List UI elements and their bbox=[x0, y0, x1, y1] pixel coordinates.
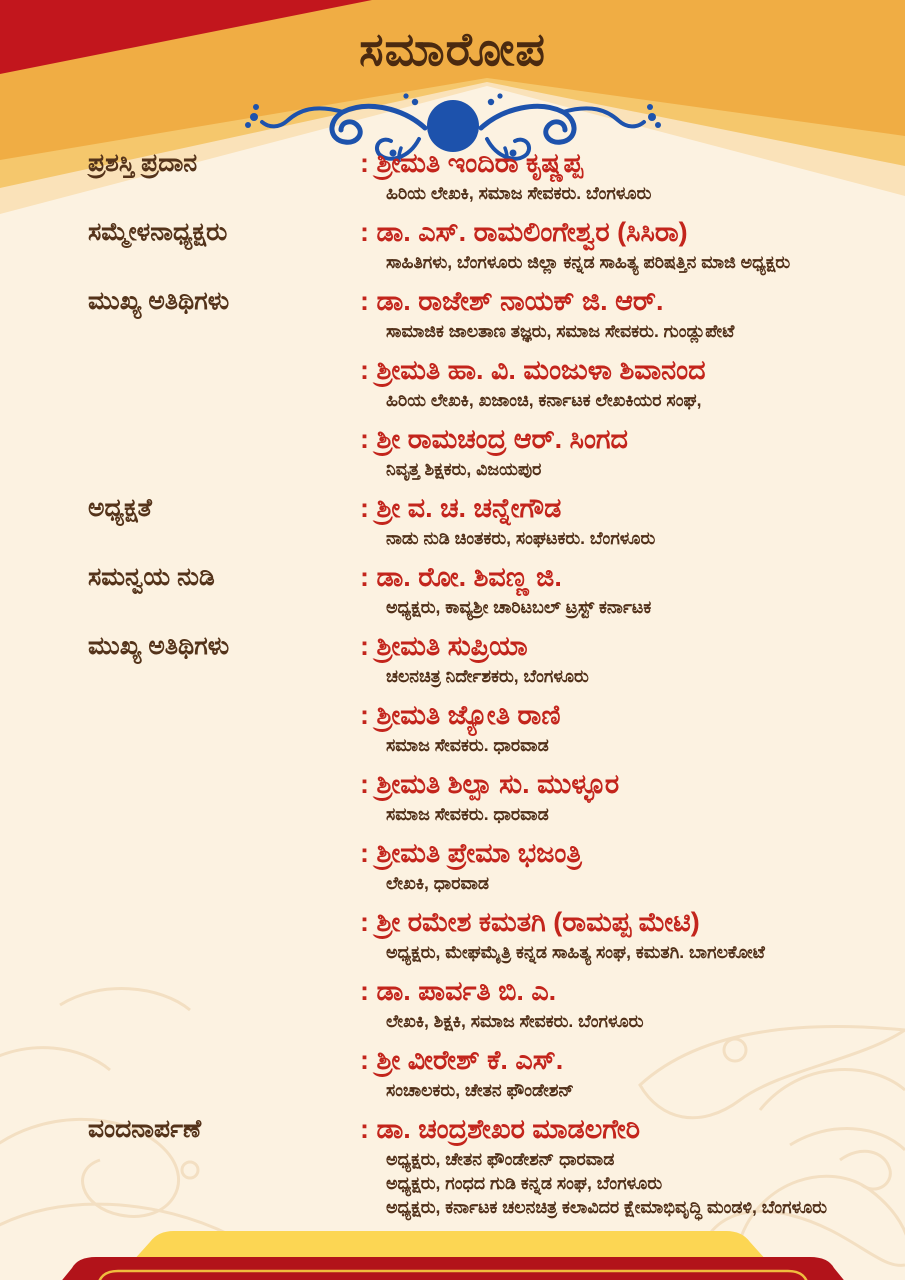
row-entry bbox=[360, 1042, 877, 1102]
table-row bbox=[88, 283, 877, 343]
table-row bbox=[88, 697, 877, 757]
row-entry bbox=[360, 628, 877, 688]
row-entry bbox=[360, 835, 877, 895]
row-entry bbox=[360, 490, 877, 550]
row-name: : ಶ್ರೀಮತಿ ಇಂದಿರಾ ಕೃಷ್ಣಪ್ಪ bbox=[360, 148, 583, 178]
row-label: ಮುಖ್ಯ ಅತಿಥಿಗಳು bbox=[88, 287, 230, 315]
table-row bbox=[88, 904, 877, 964]
row-subtitle: ಲೇಖಕಿ, ಧಾರವಾಡ bbox=[386, 873, 490, 893]
table-row bbox=[88, 421, 877, 481]
row-name: : ಡಾ. ಚಂದ್ರಶೇಖರ ಮಾಡಲಗೇರಿ bbox=[360, 1114, 640, 1144]
row-subtitle: ಸಂಚಾಲಕರು, ಚೇತನ ಫೌಂಡೇಶನ್ bbox=[386, 1080, 574, 1100]
row-subtitle: ನಾಡು ನುಡಿ ಚಿಂತಕರು, ಸಂಘಟಕರು. ಬೆಂಗಳೂರು bbox=[386, 528, 656, 548]
row-name: : ಡಾ. ಎಸ್. ರಾಮಲಿಂಗೇಶ್ವರ (ಸಿಸಿರಾ) bbox=[360, 217, 688, 247]
table-row bbox=[88, 214, 877, 274]
row-entry bbox=[360, 352, 877, 412]
bottom-red-banner bbox=[54, 1257, 852, 1280]
row-entry bbox=[360, 214, 877, 274]
row-name: : ಡಾ. ಪಾರ್ವತಿ ಬಿ. ಎ. bbox=[360, 976, 557, 1006]
row-entry bbox=[360, 904, 877, 964]
row-entry bbox=[360, 973, 877, 1033]
row-subtitle: ಸಾಹಿತಿಗಳು, ಬೆಂಗಳೂರು ಜಿಲ್ಲಾ ಕನ್ನಡ ಸಾಹಿತ್ಯ ಪರಿಷತ್ತಿನ ಮಾಜಿ ಅಧ್ಯಕ್ಷರು bbox=[386, 252, 791, 272]
row-label: ಸಮನ್ವಯ ನುಡಿ bbox=[88, 563, 215, 591]
row-entry bbox=[360, 766, 877, 826]
row-subtitle: ಹಿರಿಯ ಲೇಖಕಿ, ಸಮಾಜ ಸೇವಕರು. ಬೆಂಗಳೂರು bbox=[386, 183, 652, 203]
row-subtitle: ಅಧ್ಯಕ್ಷರು, ಚೇತನ ಫೌಂಡೇಶನ್ ಧಾರವಾಡ bbox=[386, 1149, 615, 1169]
row-name: : ಶ್ರೀ ವ. ಚ. ಚನ್ನೇಗೌಡ bbox=[360, 493, 562, 523]
row-name: : ಡಾ. ರೋ. ಶಿವಣ್ಣ ಜಿ. bbox=[360, 562, 562, 592]
table-row bbox=[88, 352, 877, 412]
program-list bbox=[88, 145, 877, 1228]
table-row bbox=[88, 490, 877, 550]
row-name: : ಶ್ರೀಮತಿ ಶಿಲ್ಪಾ ಸು. ಮುಳ್ಳೂರ bbox=[360, 769, 620, 799]
row-subtitle: ಚಲನಚಿತ್ರ ನಿರ್ದೇಶಕರು, ಬೆಂಗಳೂರು bbox=[386, 666, 589, 686]
table-row bbox=[88, 835, 877, 895]
row-subtitle: ಸಮಾಜ ಸೇವಕರು. ಧಾರವಾಡ bbox=[386, 804, 549, 824]
row-name: : ಶ್ರೀಮತಿ ಪ್ರೇಮಾ ಭಜಂತ್ರಿ bbox=[360, 838, 582, 868]
row-name: : ಶ್ರೀ ರಾಮಚಂದ್ರ ಆರ್. ಸಿಂಗದ bbox=[360, 424, 628, 454]
bottom-banner bbox=[0, 1228, 905, 1280]
row-name: : ಶ್ರೀಮತಿ ಸುಪ್ರಿಯಾ bbox=[360, 631, 528, 661]
row-entry bbox=[360, 421, 877, 481]
row-label: ಸಮ್ಮೇಳನಾಧ್ಯಕ್ಷರು bbox=[88, 218, 228, 246]
row-name: : ಶ್ರೀ ರಮೇಶ ಕಮತಗಿ (ರಾಮಪ್ಪ ಮೇಟಿ) bbox=[360, 907, 700, 937]
table-row bbox=[88, 1111, 877, 1219]
row-name: : ಶ್ರೀಮತಿ ಜ್ಯೋತಿ ರಾಣಿ bbox=[360, 700, 561, 730]
table-row bbox=[88, 628, 877, 688]
row-subtitle: ಅಧ್ಯಕ್ಷರು, ಮೇಘಮೈತ್ರಿ ಕನ್ನಡ ಸಾಹಿತ್ಯ ಸಂಘ, ಕಮತಗಿ. ಬಾಗಲಕೋಟೆ bbox=[386, 942, 765, 962]
row-name: : ಶ್ರೀ ವೀರೇಶ್ ಕೆ. ಎಸ್. bbox=[360, 1045, 564, 1075]
row-name: : ಶ್ರೀಮತಿ ಹಾ. ವಿ. ಮಂಜುಳಾ ಶಿವಾನಂದ bbox=[360, 355, 706, 385]
row-entry bbox=[360, 283, 877, 343]
row-subtitle: ನಿವೃತ್ತ ಶಿಕ್ಷಕರು, ವಿಜಯಪುರ bbox=[386, 459, 542, 479]
row-entry bbox=[360, 559, 877, 619]
row-subtitle: ಹಿರಿಯ ಲೇಖಕಿ, ಖಜಾಂಚಿ, ಕರ್ನಾಟಕ ಲೇಖಕಿಯರ ಸಂಘ, bbox=[386, 390, 702, 410]
row-subtitle: ಅಧ್ಯಕ್ಷರು, ಕರ್ನಾಟಕ ಚಲನಚಿತ್ರ ಕಲಾವಿದರ ಕ್ಷೇಮಾಭಿವೃದ್ಧಿ ಮಂಡಳಿ, ಬೆಂಗಳೂರು bbox=[386, 1197, 828, 1217]
row-subtitle: ಸಮಾಜ ಸೇವಕರು. ಧಾರವಾಡ bbox=[386, 735, 549, 755]
table-row bbox=[88, 145, 877, 205]
row-label: ಪ್ರಶಸ್ತಿ ಪ್ರದಾನ bbox=[88, 149, 198, 177]
row-label: ವಂದನಾರ್ಪಣೆ bbox=[88, 1115, 202, 1143]
table-row bbox=[88, 766, 877, 826]
row-subtitle: ಲೇಖಕಿ, ಶಿಕ್ಷಕಿ, ಸಮಾಜ ಸೇವಕರು. ಬೆಂಗಳೂರು bbox=[386, 1011, 644, 1031]
row-entry bbox=[360, 697, 877, 757]
row-label: ಅಧ್ಯಕ್ಷತೆ bbox=[88, 494, 152, 522]
row-entry bbox=[360, 1111, 877, 1219]
page-title: ಸಮಾರೋಪ bbox=[359, 23, 546, 75]
table-row bbox=[88, 559, 877, 619]
row-subtitle: ಸಾಮಾಜಿಕ ಜಾಲತಾಣ ತಜ್ಞರು, ಸಮಾಜ ಸೇವಕರು. ಗುಂಡ್ಲುಪೇಟೆ bbox=[386, 321, 735, 341]
row-subtitle: ಅಧ್ಯಕ್ಷರು, ಕಾವ್ಯಶ್ರೀ ಚಾರಿಟಬಲ್ ಟ್ರಸ್ಟ್ ಕರ್ನಾಟಕ bbox=[386, 597, 652, 617]
row-entry bbox=[360, 145, 877, 205]
row-subtitle: ಅಧ್ಯಕ್ಷರು, ಗಂಧದ ಗುಡಿ ಕನ್ನಡ ಸಂಘ, ಬೆಂಗಳೂರು bbox=[386, 1173, 663, 1193]
row-name: : ಡಾ. ರಾಜೇಶ್ ನಾಯಕ್ ಜಿ. ಆರ್. bbox=[360, 286, 664, 316]
row-label: ಮುಖ್ಯ ಅತಿಥಿಗಳು bbox=[88, 632, 230, 660]
table-row bbox=[88, 1042, 877, 1102]
table-row bbox=[88, 973, 877, 1033]
